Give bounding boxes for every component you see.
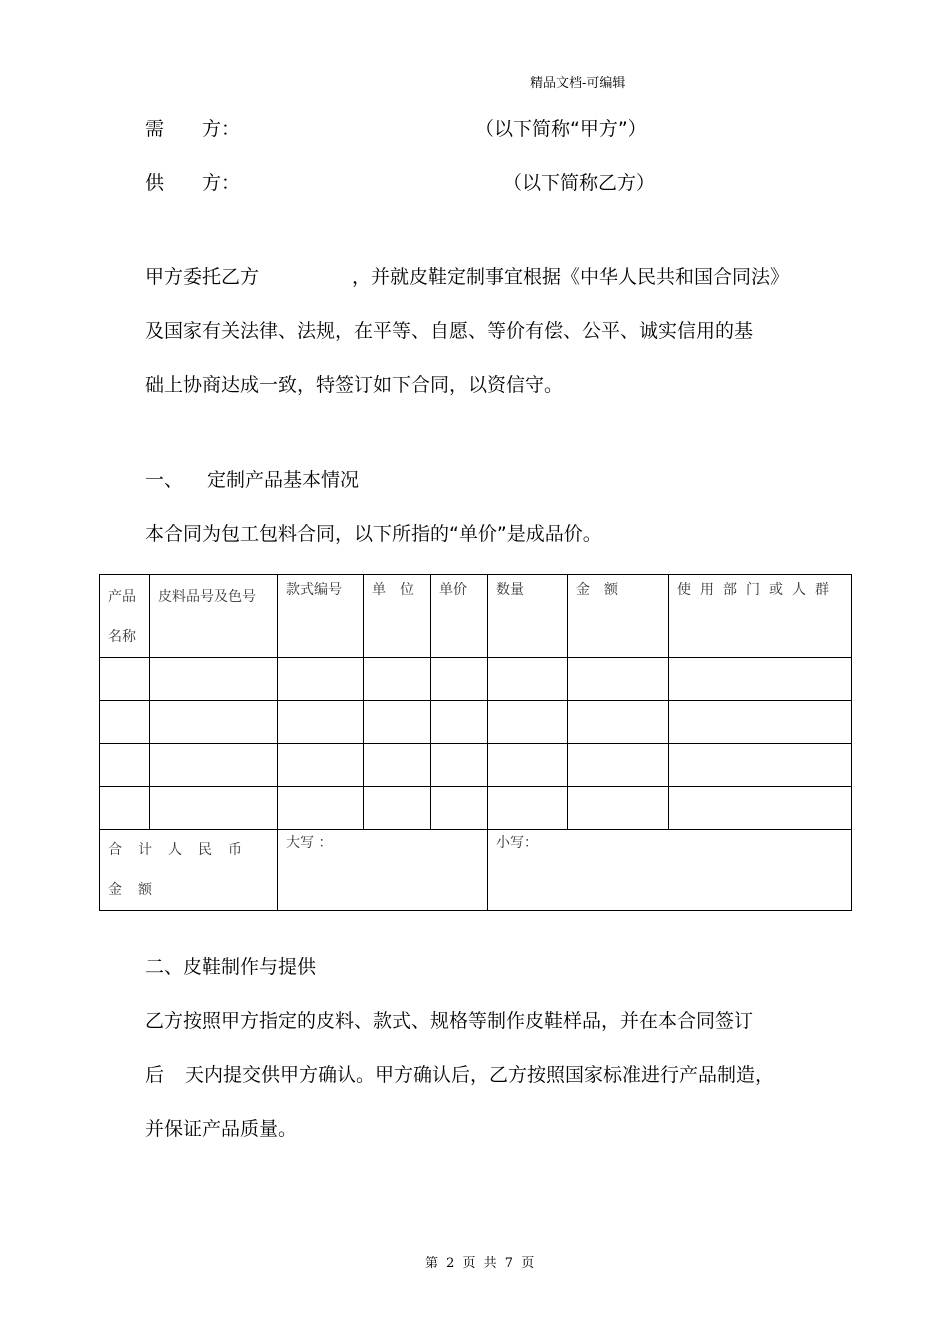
table-cell[interactable] bbox=[669, 744, 852, 787]
table-cell[interactable] bbox=[278, 787, 364, 830]
section2-title: 二、皮鞋制作与提供 bbox=[145, 956, 317, 978]
header-user-group: 使用部门或人群 bbox=[677, 582, 838, 598]
section1-number: 一、 bbox=[145, 469, 184, 491]
table-cell[interactable] bbox=[669, 701, 852, 744]
table-cell[interactable] bbox=[431, 787, 488, 830]
table-cell[interactable] bbox=[100, 658, 150, 701]
table-total-row bbox=[100, 830, 852, 911]
table-cell[interactable] bbox=[100, 744, 150, 787]
table-cell[interactable] bbox=[669, 787, 852, 830]
header-amount: 金 额 bbox=[576, 582, 618, 598]
uppercase-amount-label: 大写 ： bbox=[286, 835, 333, 851]
header-unit: 单 位 bbox=[372, 582, 414, 598]
product-table bbox=[99, 574, 852, 911]
header-leather-code: 皮料品号及色号 bbox=[158, 589, 256, 605]
section2-line-3: 并保证产品质量。 bbox=[145, 1118, 298, 1140]
table-cell[interactable] bbox=[364, 787, 431, 830]
intro-line-3: 础上协商达成一致，特签订如下合同，以资信守。 bbox=[145, 374, 564, 396]
table-cell[interactable] bbox=[278, 658, 364, 701]
table-row bbox=[100, 701, 852, 744]
table-cell[interactable] bbox=[150, 787, 278, 830]
table-cell[interactable] bbox=[431, 701, 488, 744]
demand-party-label: 需 方： bbox=[145, 118, 241, 140]
table-cell[interactable] bbox=[278, 744, 364, 787]
page-number: 第 2 页 共 7 页 bbox=[425, 1256, 537, 1271]
supply-party-note: （以下简称乙方） bbox=[503, 172, 656, 194]
header-style-code: 款式编号 bbox=[286, 582, 342, 598]
supply-party-label: 供 方： bbox=[145, 172, 241, 194]
table-row bbox=[100, 744, 852, 787]
table-cell[interactable] bbox=[150, 701, 278, 744]
table-cell[interactable] bbox=[488, 701, 568, 744]
table-cell[interactable] bbox=[364, 701, 431, 744]
table-row bbox=[100, 658, 852, 701]
table-cell[interactable] bbox=[100, 701, 150, 744]
intro-line-1b: ，并就皮鞋定制事宜根据《中华人民共和国合同法》 bbox=[352, 266, 790, 288]
intro-line-1a: 甲方委托乙方 bbox=[145, 266, 260, 288]
section2-line-1: 乙方按照甲方指定的皮料、款式、规格等制作皮鞋样品，并在本合同签订 bbox=[145, 1010, 754, 1032]
table-cell[interactable] bbox=[568, 658, 669, 701]
table-cell[interactable] bbox=[568, 744, 669, 787]
table-cell[interactable] bbox=[431, 658, 488, 701]
demand-party-note: （以下简称“甲方”） bbox=[475, 118, 647, 140]
table-cell[interactable] bbox=[488, 744, 568, 787]
header-quantity: 数量 bbox=[496, 582, 524, 598]
table-cell[interactable] bbox=[488, 658, 568, 701]
table-cell[interactable] bbox=[150, 658, 278, 701]
table-cell[interactable] bbox=[100, 787, 150, 830]
table-cell[interactable] bbox=[568, 701, 669, 744]
table-cell[interactable] bbox=[364, 744, 431, 787]
table-cell[interactable] bbox=[364, 658, 431, 701]
section2-line-2a: 后 bbox=[145, 1064, 165, 1086]
section2-line-2b: 天内提交供甲方确认。甲方确认后，乙方按照国家标准进行产品制造， bbox=[185, 1064, 775, 1086]
table-header-row bbox=[100, 575, 852, 658]
table-cell[interactable] bbox=[568, 787, 669, 830]
intro-line-2: 及国家有关法律、法规，在平等、自愿、等价有偿、公平、诚实信用的基 bbox=[145, 320, 754, 342]
table-cell[interactable] bbox=[278, 701, 364, 744]
lowercase-amount-cell[interactable] bbox=[488, 830, 852, 911]
table-cell[interactable] bbox=[488, 787, 568, 830]
lowercase-amount-label: 小写： bbox=[496, 835, 538, 851]
section1-note: 本合同为包工包料合同，以下所指的“单价”是成品价。 bbox=[145, 523, 602, 545]
header-unit-price: 单价 bbox=[439, 582, 467, 598]
header-product-name: 产品名称 bbox=[108, 589, 136, 645]
watermark: 精品文档-可编辑 bbox=[530, 76, 626, 91]
total-label-line-1: 合计人民币 bbox=[108, 842, 258, 858]
table-row bbox=[100, 787, 852, 830]
uppercase-amount-cell[interactable] bbox=[278, 830, 488, 911]
table-cell[interactable] bbox=[150, 744, 278, 787]
section1-title: 定制产品基本情况 bbox=[207, 469, 360, 491]
table-cell[interactable] bbox=[669, 658, 852, 701]
total-label-line-2: 金额 bbox=[108, 882, 168, 898]
table-cell[interactable] bbox=[431, 744, 488, 787]
